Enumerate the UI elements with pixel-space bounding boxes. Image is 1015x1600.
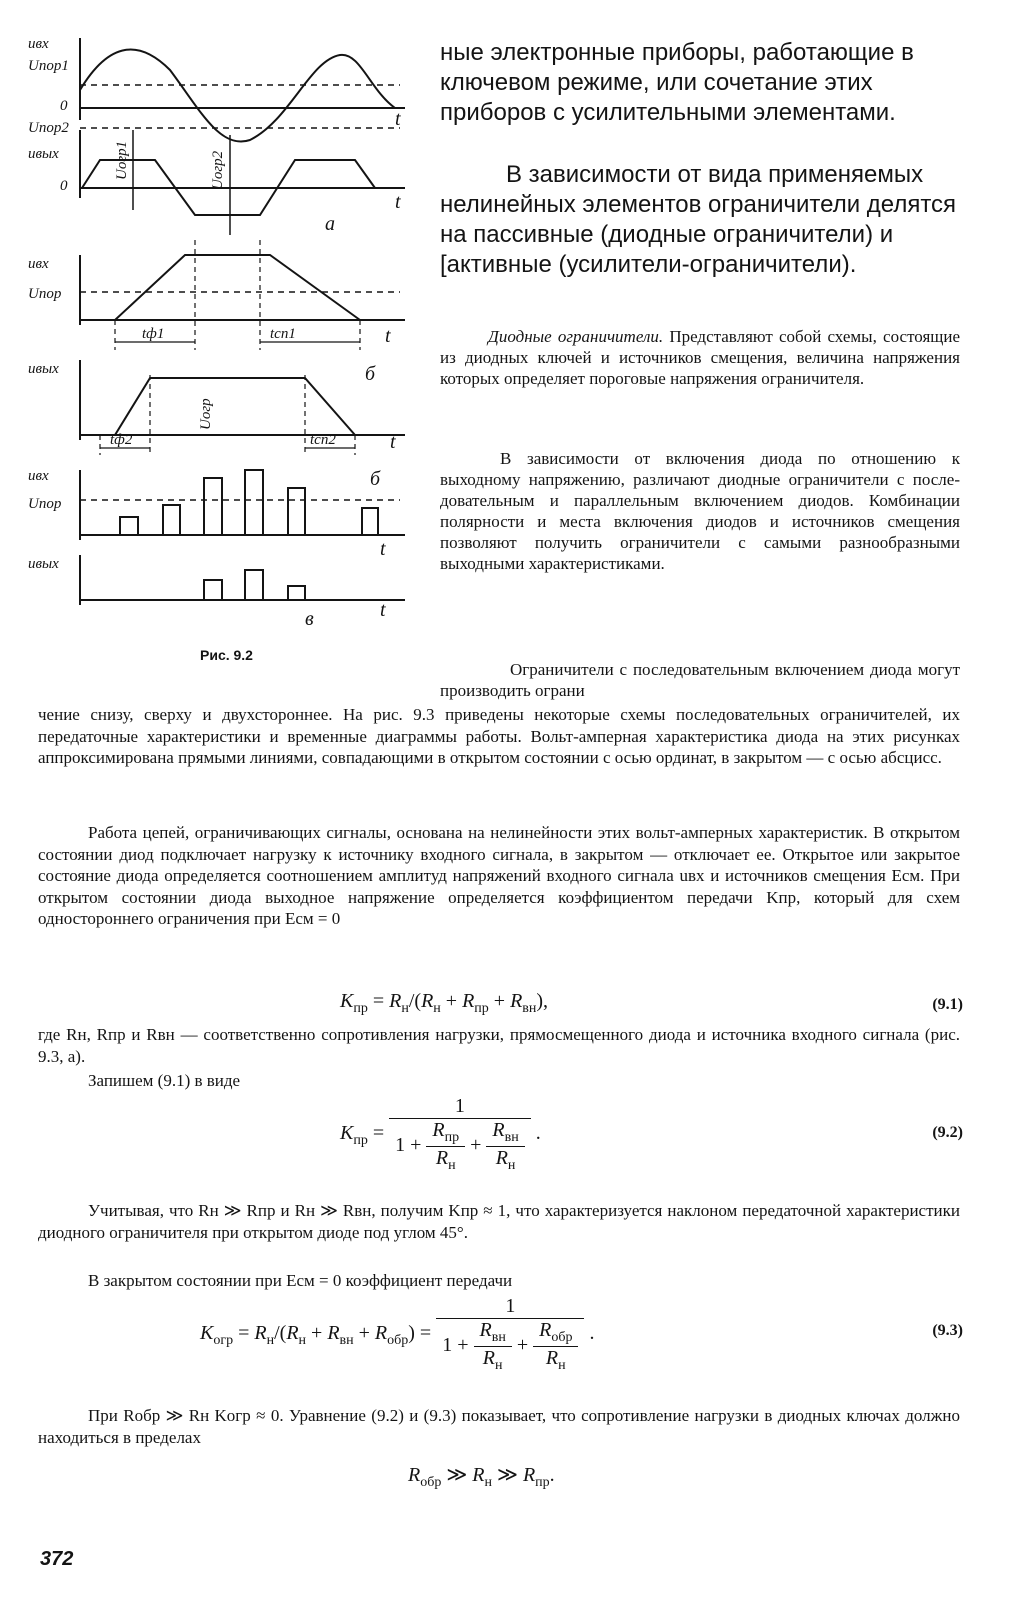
label-uogr1: Uогр1 — [114, 140, 130, 180]
paragraph-8: где Rн, Rпр и Rвн — соответственно сопротивления нагрузки, прямосмещенного диода и источника входного сигнала (рис. 9.3, а). — [38, 1025, 960, 1066]
figure-9-2 — [20, 30, 430, 670]
equation-number-9-1: (9.1) — [932, 996, 963, 1013]
label-tf1: tф1 — [142, 326, 165, 342]
label-zero-a: 0 — [60, 98, 68, 114]
paragraph-3 — [440, 326, 960, 389]
label-panel-v: в — [305, 608, 314, 630]
page-number: 372 — [40, 1548, 74, 1570]
label-uvyx-a: uвых — [28, 146, 59, 162]
label-upor-c: Uпор — [28, 496, 62, 512]
label-uogr: Uогр — [198, 398, 214, 430]
paragraph-3-body: Представляют собой схемы, состоящие из диодных ключей и источников смещения, величина напряжения которых определяет пороговые напряжения ограничителя. — [440, 327, 960, 388]
label-panel-b2: б — [370, 468, 381, 490]
label-uvx-a: uвх — [28, 36, 49, 52]
label-tf2: tф2 — [110, 432, 133, 448]
label-tsp1: tсп1 — [270, 326, 296, 342]
paragraph-11: В закрытом состоянии при Eсм = 0 коэффициент передачи — [88, 1271, 513, 1290]
paragraph-9: Запишем (9.1) в виде — [88, 1071, 241, 1090]
label-t-b1: t — [385, 325, 391, 347]
label-panel-a: а — [325, 213, 335, 235]
label-zero-a2: 0 — [60, 178, 68, 194]
label-panel-b1: б — [365, 363, 376, 385]
paragraph-6: чение снизу, сверху и двухстороннее. На рис. 9.3 приведены некоторые схемы последовательных ограничителей, их передаточные характеристики и временные диаграммы работы. Вольт-амперная характеристика диода на этих рисунках аппроксимирована прямыми линиями, совпадающими в открытом состоянии с осью ординат, в закрытом — с осью абсцисс. — [38, 705, 960, 767]
paragraph-12: При Rобр ≫ Rн Kогр ≈ 0. Уравнение (9.2) и (9.3) показывает, что сопротивление нагрузки в диодных ключах должно находиться в пределах — [38, 1406, 960, 1447]
label-tsp2: tсп2 — [310, 432, 336, 448]
paragraph-7: Работа цепей, ограничивающих сигналы, основана на нелинейности этих вольт-амперных характеристик. В открытом состоянии диод подключает нагрузку к источнику входного сигнала, в закрытом — отключает ее. Открытое или закрытое состояние диода определяется соотношением амплитуд напряжений входного сигнала uвх и источников смещения Eсм. При открытом состоянии диода выходное напряжение определяется коэффициентом передачи Kпр, который для схем одностороннего ограничения при Eсм = 0 — [38, 823, 960, 928]
paragraph-2: В зависимости от вида применяемых нелинейных элементов ограничители делятся на пассивные (диодные ограничители) и [активные (усилители-ограничители). — [440, 161, 957, 278]
paragraph-4: В зависимости от включения диода по отношению к выходному напряжению, различают диодные ограничители с последовательным и параллельным включением диодов. Комбинации полярности и места включения диодов и источников смещения позволяют получить ограничители с самыми разнообразными выходными характеристиками. — [440, 449, 960, 573]
label-uogr2: Uогр2 — [210, 150, 226, 190]
label-t-c2: t — [380, 599, 386, 621]
equation-9-3: $K_{огр} = R_н/(R_н + R_{вн} + R_{обр})$ = 1 1 + $\frac{R_{вн}}{R_н}$ + $\frac{R_{обр}}{R_н}$ . — [200, 1295, 595, 1373]
paragraph-1: ные электронные приборы, работающие в ключевом режиме, или сочетание этих приборов с усилительными элементами. — [440, 39, 914, 126]
label-uvyx-c: uвых — [28, 556, 59, 572]
label-t-b2: t — [390, 431, 396, 453]
equation-9-1: $K_{пр} = R_н/(R_н + R_{пр} + R_{вн})$, — [340, 990, 549, 1016]
label-upor1: Uпор1 — [28, 58, 69, 74]
label-t-a2: t — [395, 191, 401, 213]
label-uvx-c: uвх — [28, 468, 49, 484]
label-t-c1: t — [380, 538, 386, 560]
paragraph-10: Учитывая, что Rн ≫ Rпр и Rн ≫ Rвн, получим Kпр ≈ 1, что характеризуется наклоном передаточной характеристики диодного ограничителя при открытом диоде под углом 45°. — [38, 1201, 960, 1242]
equation-inequality: $R_{обр}$ ≫ $R_н$ ≫ $R_{пр}$. — [408, 1464, 555, 1490]
equation-number-9-3: (9.3) — [932, 1322, 963, 1339]
label-upor-b: Uпор — [28, 286, 62, 302]
label-uvx-b: uвх — [28, 256, 49, 272]
label-t-a1: t — [395, 108, 401, 130]
section-title: Диодные ограничители. — [488, 327, 664, 346]
equation-number-9-2: (9.2) — [932, 1124, 963, 1141]
figure-caption: Рис. 9.2 — [200, 647, 253, 663]
label-upor2: Uпор2 — [28, 120, 69, 136]
equation-9-2: $K_{пр}$ = 1 1 + $\frac{R_{пр}}{R_н}$ + $\frac{R_{вн}}{R_н}$ . — [340, 1095, 541, 1173]
label-uvyx-b: uвых — [28, 361, 59, 377]
paragraph-5: Ограничители с последовательным включением диода могут производить ограни — [440, 660, 960, 700]
